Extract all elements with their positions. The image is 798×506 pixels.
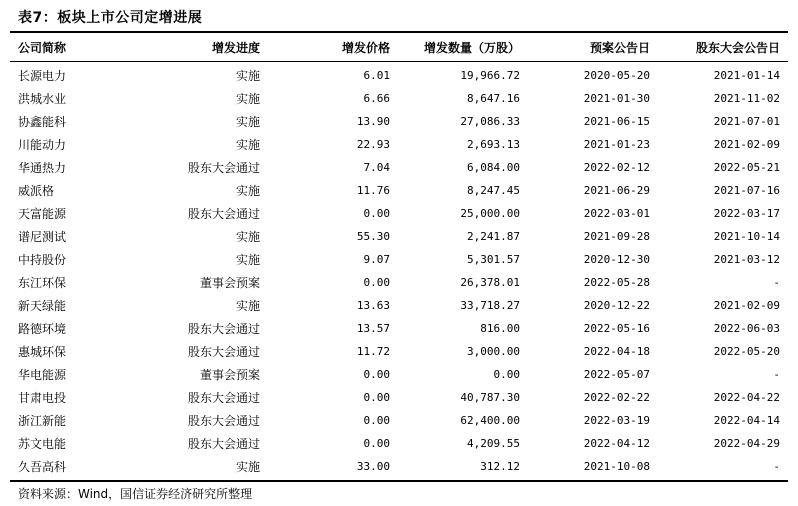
quantity-cell: 8,647.16 [467,92,520,105]
table-row [10,133,788,156]
price-cell: 11.76 [356,184,390,197]
quantity-cell: 0.00 [493,368,520,381]
table-row [10,317,788,340]
price-cell: 0.00 [363,368,390,381]
meeting-date-cell: 2021-07-01 [713,115,780,128]
progress-cell: 实施 [235,230,260,244]
progress-cell: 实施 [235,115,260,129]
quantity-cell: 4,209.55 [467,437,520,450]
table-bottom-rule [10,480,788,482]
meeting-date-cell: 2022-04-29 [713,437,780,450]
price-cell: 0.00 [363,391,390,404]
company-cell: 东江环保 [18,276,67,290]
price-cell: 13.63 [356,299,390,312]
table-row [10,87,788,110]
quantity-cell: 2,241.87 [467,230,520,243]
plan-date-cell: 2022-02-22 [583,391,650,404]
header-price: 增发价格 [341,41,390,55]
plan-date-cell: 2020-12-30 [583,253,650,266]
company-cell: 华电能源 [18,368,67,382]
progress-cell: 董事会预案 [199,276,260,290]
quantity-cell: 27,086.33 [460,115,520,128]
progress-cell: 董事会预案 [199,368,260,382]
progress-cell: 实施 [235,184,260,198]
price-cell: 7.04 [363,161,390,174]
price-cell: 13.90 [356,115,390,128]
company-cell: 川能动力 [18,138,67,152]
meeting-date-cell: - [773,460,780,473]
plan-date-cell: 2021-06-15 [583,115,650,128]
company-cell: 华通热力 [18,161,67,175]
plan-date-cell: 2022-05-28 [583,276,650,289]
table-row [10,110,788,133]
price-cell: 9.07 [363,253,390,266]
meeting-date-cell: 2021-01-14 [713,69,780,82]
progress-cell: 实施 [235,253,260,267]
table-row [10,386,788,409]
header-quantity: 增发数量（万股） [423,41,520,55]
meeting-date-cell: 2021-10-14 [713,230,780,243]
plan-date-cell: 2022-05-07 [583,368,650,381]
table-row [10,455,788,478]
table-row [10,363,788,386]
plan-date-cell: 2020-12-22 [583,299,650,312]
price-cell: 0.00 [363,276,390,289]
quantity-cell: 19,966.72 [460,69,520,82]
plan-date-cell: 2021-09-28 [583,230,650,243]
progress-cell: 股东大会通过 [187,391,260,405]
company-cell: 惠城环保 [18,345,67,359]
table-row [10,248,788,271]
meeting-date-cell: - [773,276,780,289]
price-cell: 6.01 [363,69,390,82]
quantity-cell: 5,301.57 [467,253,520,266]
company-cell: 久吾高科 [18,460,67,474]
progress-cell: 股东大会通过 [187,345,260,359]
table-row [10,294,788,317]
company-cell: 洪城水业 [18,92,67,106]
header-company: 公司简称 [18,41,67,55]
company-cell: 威派格 [18,184,55,198]
company-cell: 苏文电能 [18,437,67,451]
progress-cell: 实施 [235,460,260,474]
meeting-date-cell: 2022-04-14 [713,414,780,427]
meeting-date-cell: 2022-03-17 [713,207,780,220]
meeting-date-cell: 2021-07-16 [713,184,780,197]
quantity-cell: 6,084.00 [467,161,520,174]
table-body [10,64,788,478]
quantity-cell: 312.12 [480,460,520,473]
plan-date-cell: 2021-01-30 [583,92,650,105]
company-cell: 长源电力 [18,69,67,83]
table-header-rule [10,61,788,62]
progress-cell: 股东大会通过 [187,414,260,428]
meeting-date-cell: 2021-02-09 [713,138,780,151]
company-cell: 天富能源 [18,207,67,221]
progress-cell: 股东大会通过 [187,207,260,221]
company-cell: 谱尼测试 [18,230,67,244]
company-cell: 新天绿能 [18,299,67,313]
plan-date-cell: 2021-10-08 [583,460,650,473]
plan-date-cell: 2022-04-12 [583,437,650,450]
table-row [10,202,788,225]
price-cell: 11.72 [356,345,390,358]
price-cell: 33.00 [356,460,390,473]
price-cell: 6.66 [363,92,390,105]
company-cell: 中持股份 [18,253,67,267]
plan-date-cell: 2022-03-19 [583,414,650,427]
table-row [10,340,788,363]
company-cell: 甘肃电投 [18,391,67,405]
quantity-cell: 816.00 [480,322,520,335]
price-cell: 55.30 [356,230,390,243]
price-cell: 0.00 [363,437,390,450]
table-row [10,179,788,202]
table-row [10,409,788,432]
plan-date-cell: 2021-01-23 [583,138,650,151]
price-cell: 0.00 [363,414,390,427]
progress-cell: 实施 [235,299,260,313]
plan-date-cell: 2022-03-01 [583,207,650,220]
table-row [10,225,788,248]
progress-cell: 股东大会通过 [187,437,260,451]
meeting-date-cell: - [773,368,780,381]
price-cell: 0.00 [363,207,390,220]
progress-cell: 股东大会通过 [187,161,260,175]
company-cell: 路德环境 [18,322,67,336]
table-row [10,64,788,87]
company-cell: 协鑫能科 [18,115,67,129]
quantity-cell: 8,247.45 [467,184,520,197]
plan-date-cell: 2022-02-12 [583,161,650,174]
quantity-cell: 25,000.00 [460,207,520,220]
quantity-cell: 40,787.30 [460,391,520,404]
price-cell: 22.93 [356,138,390,151]
source-note: 资料来源：Wind，国信证券经济研究所整理 [18,487,253,501]
progress-cell: 实施 [235,69,260,83]
meeting-date-cell: 2021-02-09 [713,299,780,312]
table-row [10,432,788,455]
company-cell: 浙江新能 [18,414,67,428]
quantity-cell: 33,718.27 [460,299,520,312]
meeting-date-cell: 2022-06-03 [713,322,780,335]
table-row [10,156,788,179]
quantity-cell: 62,400.00 [460,414,520,427]
header-plan-date: 预案公告日 [589,41,650,55]
price-cell: 13.57 [356,322,390,335]
header-meeting-date: 股东大会公告日 [695,41,780,55]
plan-date-cell: 2022-04-18 [583,345,650,358]
table-row [10,271,788,294]
quantity-cell: 26,378.01 [460,276,520,289]
header-progress: 增发进度 [211,41,260,55]
plan-date-cell: 2020-05-20 [583,69,650,82]
quantity-cell: 3,000.00 [467,345,520,358]
plan-date-cell: 2022-05-16 [583,322,650,335]
progress-cell: 实施 [235,138,260,152]
progress-cell: 实施 [235,92,260,106]
quantity-cell: 2,693.13 [467,138,520,151]
plan-date-cell: 2021-06-29 [583,184,650,197]
meeting-date-cell: 2021-03-12 [713,253,780,266]
meeting-date-cell: 2022-05-20 [713,345,780,358]
table-header [10,33,788,61]
meeting-date-cell: 2022-04-22 [713,391,780,404]
table-title: 表7：板块上市公司定增进展 [18,10,203,26]
progress-cell: 股东大会通过 [187,322,260,336]
meeting-date-cell: 2021-11-02 [713,92,780,105]
meeting-date-cell: 2022-05-21 [713,161,780,174]
